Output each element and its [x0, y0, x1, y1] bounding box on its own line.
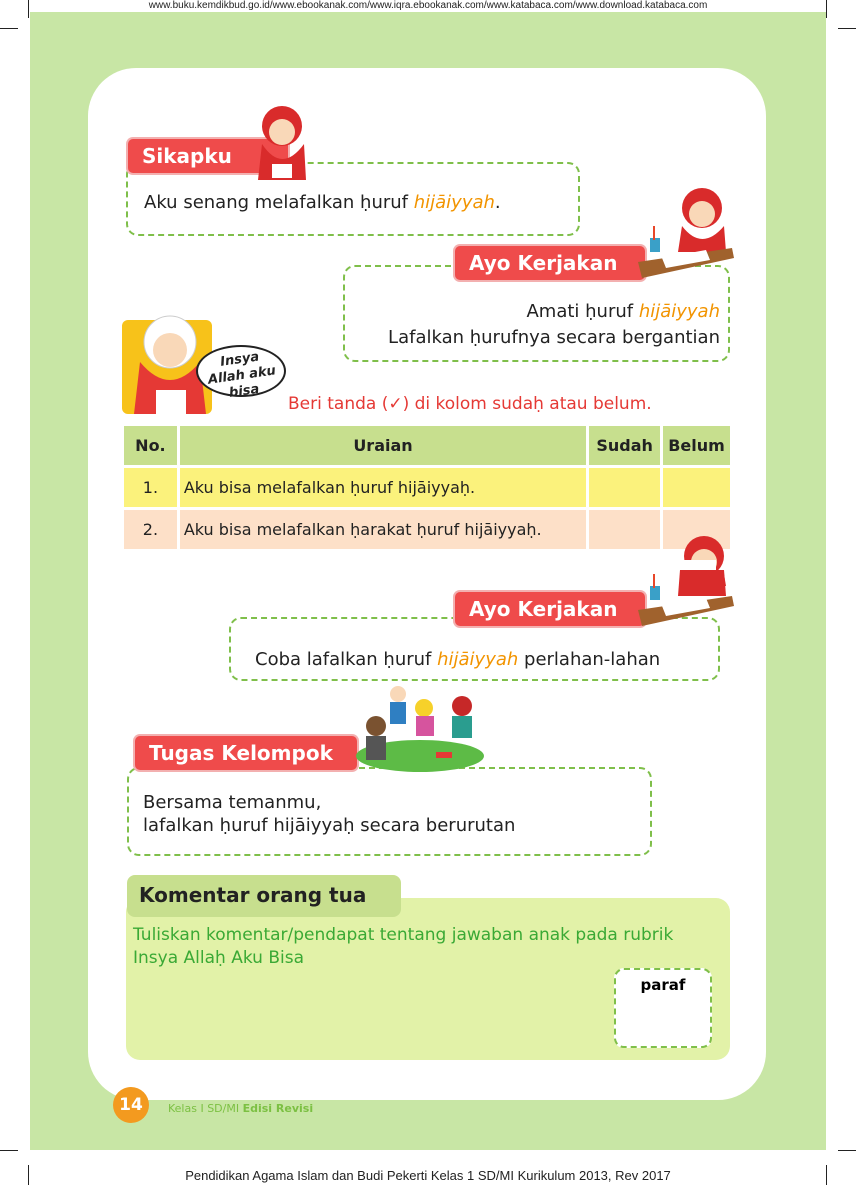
- ayo1-line2: Lafalkan ḥurufnya secara bergantian: [388, 327, 720, 348]
- tugas-line2: lafalkan ḥuruf hijāiyyaḥ secara berurutan: [143, 815, 516, 836]
- footer-kelas: Kelas I SD/MI Edisi Revisi: [168, 1102, 314, 1115]
- tugas-line1: Bersama temanmu,: [143, 792, 322, 813]
- sikapku-text: Aku senang melafalkan ḥuruf hijāiyyah.: [144, 192, 501, 213]
- table-header-row: [123, 425, 732, 467]
- row-text: Aku bisa melafalkan ḥuruf hijāiyyaḥ.: [178, 467, 587, 509]
- sudah-check-cell[interactable]: [588, 509, 662, 551]
- tugas-label: Tugas Kelompok: [135, 736, 357, 770]
- sudah-check-cell[interactable]: [588, 467, 662, 509]
- sikapku-box: [126, 162, 580, 236]
- paraf-field[interactable]: paraf: [614, 968, 712, 1048]
- row-number: 1.: [123, 467, 179, 509]
- kids-group-illustration: [346, 684, 486, 774]
- header-url: www.buku.kemdikbud.go.id/www.ebookanak.com/www.iqra.ebookanak.com/www.katabaca.com/www.download.katabaca.com: [148, 0, 708, 11]
- ayo2-text: Coba lafalkan ḥuruf hijāiyyah perlahan-lahan: [255, 649, 661, 670]
- crop-mark: [0, 28, 18, 29]
- ayo1-line1: Amati ḥuruf hijāiyyah: [526, 301, 720, 322]
- komentar-instructions: [133, 924, 673, 970]
- girl-drawing-illustration: [636, 186, 736, 282]
- row-number: 2.: [123, 509, 179, 551]
- desk-illustration: [636, 560, 736, 630]
- page-number-badge: 14: [113, 1087, 149, 1123]
- tugas-text: [143, 791, 515, 837]
- belum-check-cell[interactable]: [662, 467, 732, 509]
- crop-mark: [28, 0, 29, 18]
- ayo1-label: Ayo Kerjakan: [455, 246, 645, 280]
- header-uraian: Uraian: [178, 425, 587, 467]
- crop-mark: [838, 28, 856, 29]
- ayo2-label: Ayo Kerjakan: [455, 592, 645, 626]
- speech-bubble-text: Insya Allah aku bisa: [207, 349, 277, 401]
- row-text: Aku bisa melafalkan ḥarakat ḥuruf hijāiyyaḥ.: [178, 509, 587, 551]
- instruction-text: Beri tanda (✓) di kolom sudaḥ atau belum.: [288, 394, 652, 414]
- tugas-box: [127, 767, 652, 856]
- header-sudah: Sudah: [588, 425, 662, 467]
- komentar-title: Komentar orang tua: [127, 875, 401, 917]
- crop-mark: [0, 1150, 18, 1151]
- header-belum: Belum: [662, 425, 732, 467]
- rubric-table: [121, 423, 733, 552]
- table-row: [123, 467, 732, 509]
- header-no: No.: [123, 425, 179, 467]
- crop-mark: [838, 1150, 856, 1151]
- book-footer-title: Pendidikan Agama Islam dan Budi Pekerti Kelas 1 SD/MI Kurikulum 2013, Rev 2017: [185, 1168, 671, 1183]
- sikapku-label: Sikapku: [128, 139, 288, 173]
- komentar-line2: Insya Allaḥ Aku Bisa: [133, 948, 304, 968]
- komentar-line1: Tuliskan komentar/pendapat tentang jawaban anak pada rubrik: [133, 925, 674, 945]
- table-row: [123, 509, 732, 551]
- crop-mark: [826, 0, 827, 18]
- girl-illustration: [254, 104, 310, 182]
